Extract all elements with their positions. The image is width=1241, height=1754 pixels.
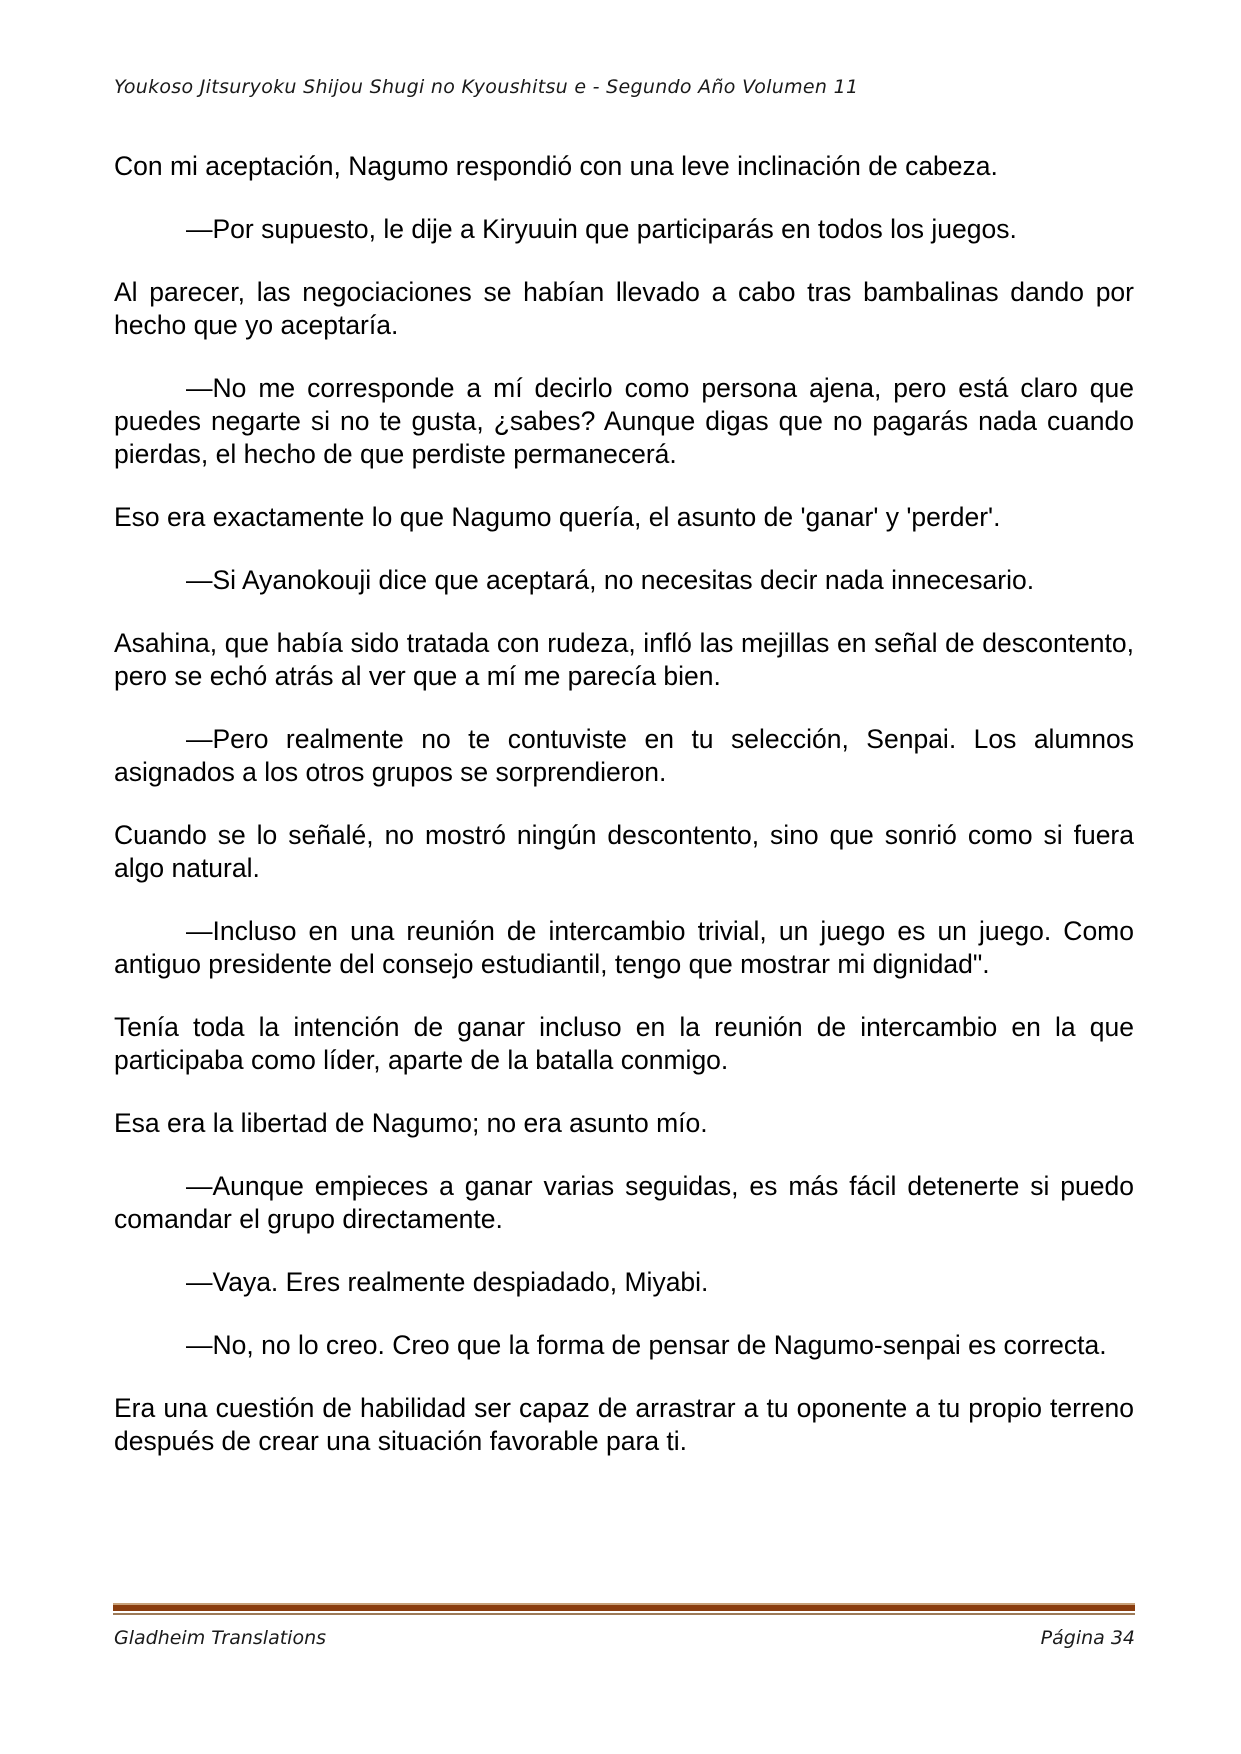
paragraph: Al parecer, las negociaciones se habían llevado a cabo tras bambalinas dando por hecho que yo aceptaría. xyxy=(114,277,1134,340)
paragraph: Cuando se lo señalé, no mostró ningún descontento, sino que sonrió como si fuera algo natural. xyxy=(114,820,1134,883)
paragraph: Tenía toda la intención de ganar incluso en la reunión de intercambio en la que participaba como líder, aparte de la batalla conmigo. xyxy=(114,1012,1134,1075)
paragraph: Con mi aceptación, Nagumo respondió con una leve inclinación de cabeza. xyxy=(114,151,998,181)
dialogue-paragraph: —No me corresponde a mí decirlo como persona ajena, pero está claro que puedes negarte si no te gusta, ¿sabes? Aunque digas que no pagarás nada cuando pierdas, el hecho de que perdiste permanecerá. xyxy=(114,373,1134,469)
dialogue-paragraph: —Por supuesto, le dije a Kiryuuin que participarás en todos los juegos. xyxy=(186,214,1017,244)
dialogue-paragraph: —Incluso en una reunión de intercambio trivial, un juego es un juego. Como antiguo presidente del consejo estudiantil, tengo que mostrar mi dignidad". xyxy=(114,916,1134,979)
footer-rule xyxy=(113,1603,1135,1615)
dialogue-paragraph: —Si Ayanokouji dice que aceptará, no necesitas decir nada innecesario. xyxy=(186,565,1035,595)
footer-credit: Gladheim Translations xyxy=(114,1627,327,1649)
body-text xyxy=(114,150,1134,1488)
footer-rule-main-band xyxy=(113,1605,1135,1611)
paragraph: Asahina, que había sido tratada con rudeza, infló las mejillas en señal de descontento, pero se echó atrás al ver que a mí me parecía bien. xyxy=(114,628,1134,691)
running-header: Youkoso Jitsuryoku Shijou Shugi no Kyoushitsu e - Segundo Año Volumen 11 xyxy=(114,76,859,98)
footer-rule-bottom-line xyxy=(113,1613,1135,1615)
paragraph: Esa era la libertad de Nagumo; no era asunto mío. xyxy=(114,1108,708,1138)
dialogue-paragraph: —Vaya. Eres realmente despiadado, Miyabi. xyxy=(186,1267,709,1297)
dialogue-paragraph: —Aunque empieces a ganar varias seguidas, es más fácil detenerte si puedo comandar el grupo directamente. xyxy=(114,1171,1134,1234)
page-number: Página 34 xyxy=(1040,1627,1135,1649)
paragraph: Eso era exactamente lo que Nagumo quería, el asunto de 'ganar' y 'perder'. xyxy=(114,502,1001,532)
paragraph: Era una cuestión de habilidad ser capaz de arrastrar a tu oponente a tu propio terreno después de crear una situación favorable para ti. xyxy=(114,1393,1134,1456)
dialogue-paragraph: —No, no lo creo. Creo que la forma de pensar de Nagumo-senpai es correcta. xyxy=(186,1330,1107,1360)
dialogue-paragraph: —Pero realmente no te contuviste en tu selección, Senpai. Los alumnos asignados a los otros grupos se sorprendieron. xyxy=(114,724,1134,787)
